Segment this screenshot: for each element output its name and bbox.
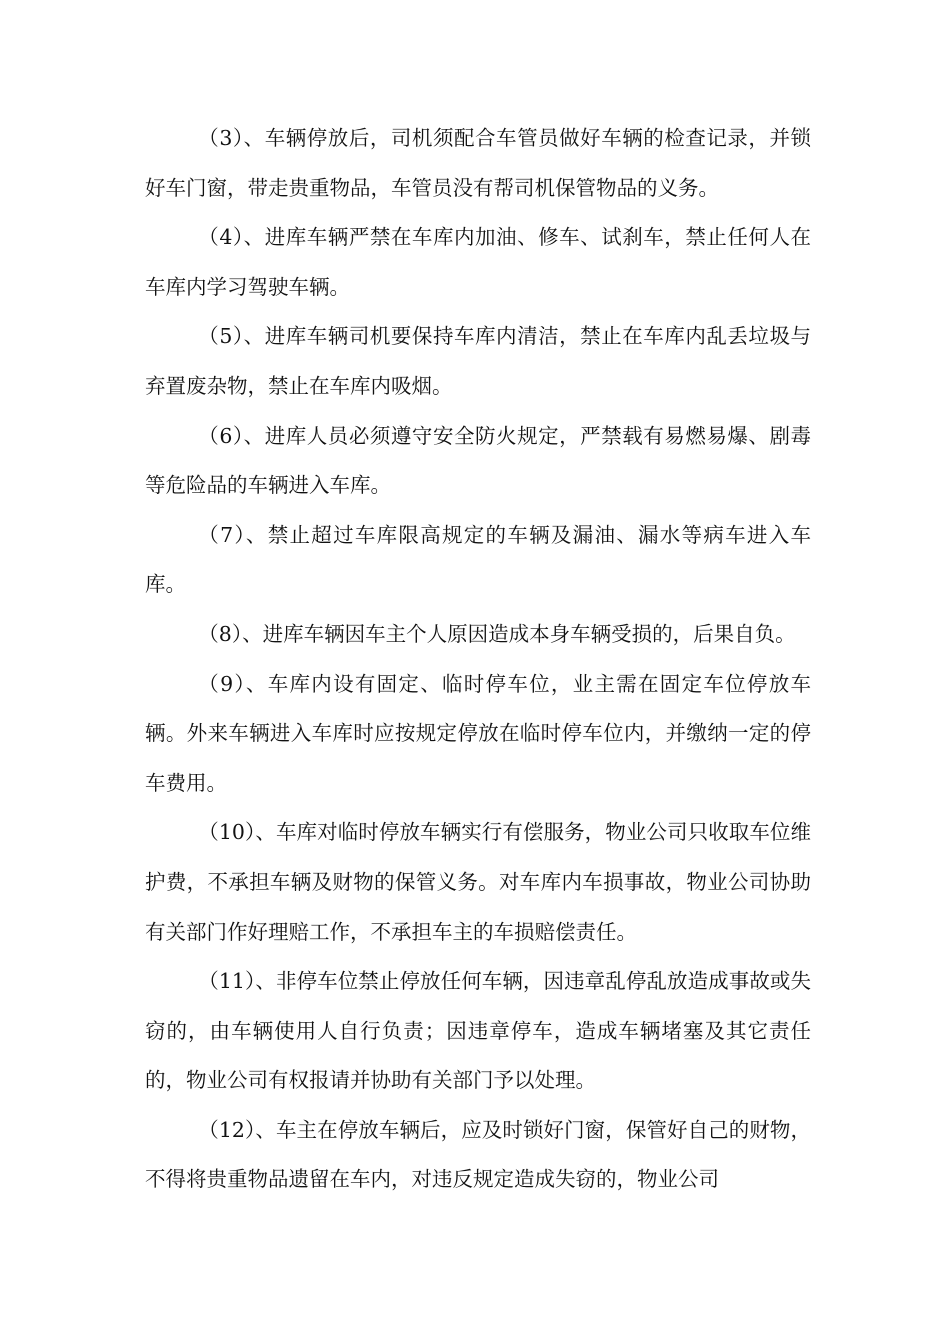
paragraph-rule-3: （3）、车辆停放后，司机须配合车管员做好车辆的检查记录，并锁好车门窗，带走贵重物品，车管员没有帮司机保管物品的义务。	[145, 126, 811, 200]
paragraph-rule-6: （6）、进库人员必须遵守安全防火规定，严禁载有易燃易爆、剧毒等危险品的车辆进入车库。	[145, 423, 811, 498]
paragraph-rule-5: （5）、进库车辆司机要保持车库内清洁，禁止在车库内乱丢垃圾与弃置废杂物，禁止在车库内吸烟。	[145, 324, 811, 398]
paragraph-rule-7: （7）、禁止超过车库限高规定的车辆及漏油、漏水等病车进入车库。	[145, 522, 811, 597]
paragraph-rule-12: （12）、车主在停放车辆后，应及时锁好门窗，保管好自己的财物，不得将贵重物品遗留在车内，对违反规定造成失窃的，物业公司	[145, 1117, 811, 1192]
document-body	[145, 114, 811, 1205]
paragraph-rule-8: （8）、进库车辆因车主个人原因造成本身车辆受损的，后果自负。	[198, 621, 796, 646]
paragraph-rule-10: （10）、车库对临时停放车辆实行有偿服务，物业公司只收取车位维护费，不承担车辆及财物的保管义务。对车库内车损事故，物业公司协助有关部门作好理赔工作，不承担车主的车损赔偿责任。	[145, 820, 811, 944]
paragraph-rule-11: （11）、非停车位禁止停放任何车辆，因违章乱停乱放造成事故或失窃的，由车辆使用人自行负责；因违章停车，造成车辆堵塞及其它责任的，物业公司有权报请并协助有关部门予以处理。	[145, 969, 811, 1093]
paragraph-rule-4: （4）、进库车辆严禁在车库内加油、修车、试刹车，禁止任何人在车库内学习驾驶车辆。	[145, 225, 811, 299]
paragraph-rule-9: （9）、车库内设有固定、临时停车位，业主需在固定车位停放车辆。外来车辆进入车库时应按规定停放在临时停车位内，并缴纳一定的停车费用。	[145, 671, 811, 795]
